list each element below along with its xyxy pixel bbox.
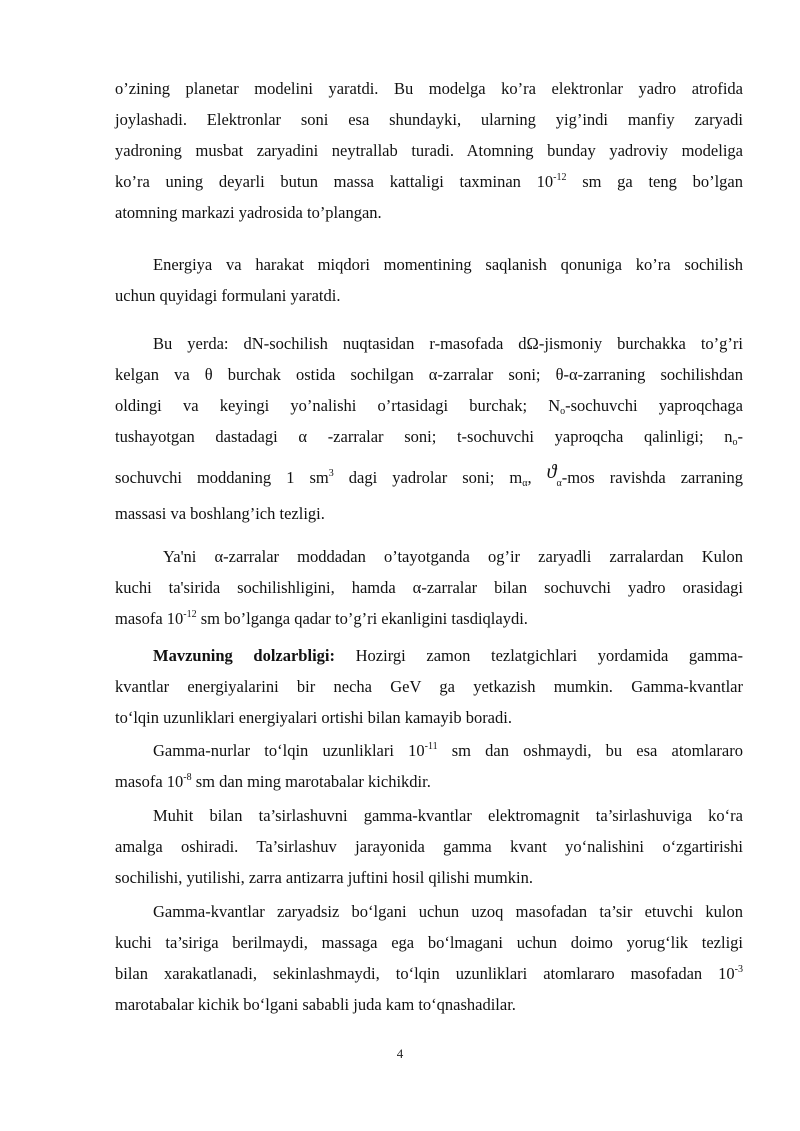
subscript: o — [560, 406, 566, 417]
text-line — [115, 766, 743, 797]
text-line — [115, 166, 743, 197]
text-line: sochilishi, yutilishi, zarra antizarra juftini hosil qilishi mumkin. — [115, 868, 533, 887]
text-line — [115, 452, 743, 498]
text-line: kvantlar energiyalarini bir necha GeV ga yetkazish mumkin. Gamma-kvantlar — [115, 677, 743, 696]
paragraph-kulon-scattering — [115, 541, 743, 634]
superscript: -11 — [424, 741, 438, 752]
text-run: sochuvchi moddaning 1 sm — [115, 468, 329, 487]
paragraph-topic-relevance — [115, 640, 743, 733]
text-line: uchun quyidagi formulani yaratdi. — [115, 286, 341, 305]
text-line: Muhit bilan ta’sirlashuvni gamma-kvantlar elektromagnit ta’sirlashuviga ko‘ra — [153, 806, 743, 825]
text-run: sm ga teng bo’lgan — [566, 172, 743, 191]
text-run: , — [527, 468, 532, 487]
text-run: Hozirgi zamon tezlatgichlari yordamida gamma- — [334, 646, 743, 665]
paragraph-rutherford-model — [115, 73, 743, 228]
superscript: -12 — [553, 172, 567, 183]
paragraph-gamma-wavelength — [115, 735, 743, 797]
superscript: 3 — [328, 468, 334, 479]
text-line: massasi va boshlang’ich tezligi. — [115, 504, 325, 523]
subscript: o — [732, 437, 738, 448]
text-run: dagi yadrolar soni; m — [333, 468, 523, 487]
text-run: sm bo’lganga qadar to’g’ri ekanligini tasdiqlaydi. — [196, 609, 528, 628]
text-line: amalga oshiradi. Ta’sirlashuv jarayonida gamma kvant yo‘nalishini o‘zgartirishi — [115, 837, 743, 856]
paragraph-gamma-properties — [115, 896, 743, 1020]
paragraph-medium-interaction — [115, 800, 743, 893]
text-line: kelgan va θ burchak ostida sochilgan α-zarralar soni; θ-α-zarraning sochilishdan — [115, 365, 743, 384]
superscript: -3 — [734, 964, 743, 975]
text-line — [115, 421, 743, 452]
text-run: oldingi va keyingi yo’nalishi o’rtasidagi burchak; N — [115, 396, 561, 415]
superscript: -8 — [183, 772, 192, 783]
text-run: -mos ravishda zarraning — [561, 468, 743, 487]
text-run: ko’ra uning deyarli butun massa kattaligi taxminan 10 — [115, 172, 554, 191]
text-line: Ya'ni α-zarralar moddadan o’tayotganda og’ir zaryadli zarralardan Kulon — [163, 547, 743, 566]
text-line: to‘lqin uzunliklari energiyalari ortishi bilan kamayib boradi. — [115, 708, 512, 727]
paragraph-energy-formula-intro — [115, 249, 743, 311]
text-line: joylashadi. Elektronlar soni esa shundayki, ularning yig’indi manfiy zaryadi — [115, 110, 743, 129]
text-run: - — [737, 427, 743, 446]
text-line — [115, 958, 743, 989]
velocity-symbol: ϑ — [546, 461, 557, 483]
text-line — [115, 640, 743, 671]
text-line — [115, 735, 743, 766]
text-run: Gamma-nurlar to‘lqin uzunliklari 10 — [153, 741, 425, 760]
superscript: -12 — [183, 609, 197, 620]
text-line: Gamma-kvantlar zaryadsiz bo‘lgani uchun uzoq masofadan ta’sir etuvchi kulon — [153, 902, 743, 921]
text-run: sm dan ming marotabalar kichikdir. — [191, 772, 431, 791]
text-line: atomning markazi yadrosida to’plangan. — [115, 203, 382, 222]
section-heading: Mavzuning dolzarbligi: — [153, 646, 335, 665]
text-line: yadroning musbat zaryadini neytrallab turadi. Atomning bunday yadroviy modeliga — [115, 141, 743, 160]
paragraph-formula-definitions — [115, 328, 743, 529]
text-run: -sochuvchi yaproqchaga — [565, 396, 743, 415]
subscript: α — [556, 478, 562, 489]
text-line: o’zining planetar modelini yaratdi. Bu modelga ko’ra elektronlar yadro atrofida — [115, 79, 743, 98]
text-run: tushayotgan dastadagi α -zarralar soni; t-sochuvchi yaproqcha qalinligi; n — [115, 427, 733, 446]
text-run: masofa 10 — [115, 772, 184, 791]
text-line: kuchi ta’siriga berilmaydi, massaga ega bo‘lmagani uchun doimo yorug‘lik tezligi — [115, 933, 743, 952]
text-line: Bu yerda: dN-sochilish nuqtasidan r-masofada dΩ-jismoniy burchakka to’g’ri — [153, 334, 743, 353]
text-line — [115, 603, 743, 634]
text-run: bilan xarakatlanadi, sekinlashmaydi, to‘lqin uzunliklari atomlararo masofadan 10 — [115, 964, 735, 983]
subscript: α — [522, 478, 528, 489]
text-line: kuchi ta'sirida sochilishligini, hamda α-zarralar bilan sochuvchi yadro orasidagi — [115, 578, 743, 597]
text-run: masofa 10 — [115, 609, 184, 628]
text-line: Energiya va harakat miqdori momentining saqlanish qonuniga ko’ra sochilish — [153, 255, 743, 274]
text-line: marotabalar kichik bo‘lgani sababli juda kam to‘qnashadilar. — [115, 995, 516, 1014]
text-line — [115, 390, 743, 421]
text-run: sm dan oshmaydi, bu esa atomlararo — [437, 741, 743, 760]
page-number: 4 — [396, 1046, 404, 1061]
